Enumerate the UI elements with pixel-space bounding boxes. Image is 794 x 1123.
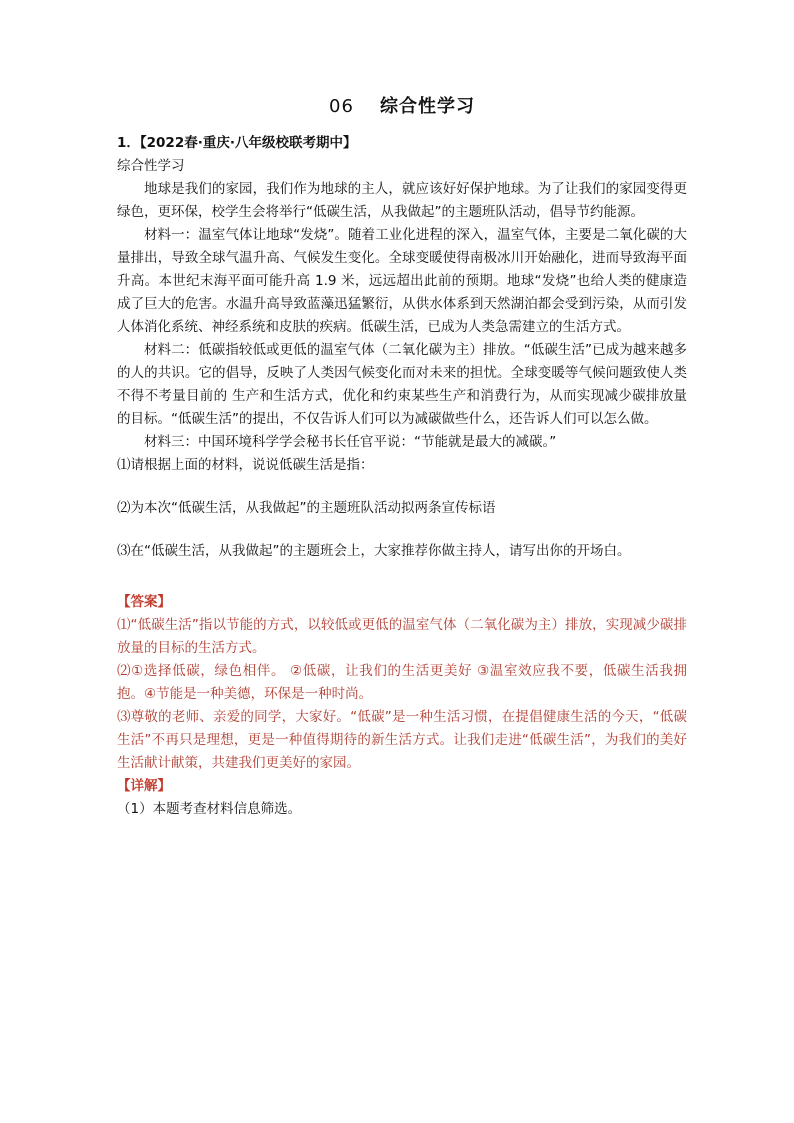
page-title — [117, 92, 687, 118]
question-header: 1．【2022春·重庆·八年级校联考期中】 — [117, 135, 357, 151]
material-three: 材料三：中国环境科学学会秘书长任官平说：“节能就是最大的减碳。” — [144, 434, 557, 450]
question-2: ⑵为本次“低碳生活，从我做起”的主题班队活动拟两条宣传标语 — [117, 500, 496, 516]
answer-3: ⑶尊敬的老师、亲爱的同学，大家好。“低碳”是一种生活习惯，在提倡健康生活的今天，“低碳生活”不再只是理想，更是一种值得期待的新生活方式。让我们走进“低碳生活”，为我们的美好生活献计献策，共建我们更美好的家园。 — [117, 709, 687, 771]
material-two: 材料二：低碳指较低或更低的温室气体（二氧化碳为主）排放。“低碳生活”已成为越来越多的人的共识。它的倡导，反映了人类因气候变化而对未来的担忧。全球变暖等气候问题致使人类不得不考量目前的 生产和生活方式，优化和约束某些生产和消费行为，从而实现减少碳排放量的目标。“低碳生活”的提出，不仅告诉人们可以为减碳做些什么，还告诉人们可以怎么做。 — [117, 342, 687, 427]
document-page — [117, 92, 687, 821]
answer-2: ⑵①选择低碳，绿色相伴。 ②低碳，让我们的生活更美好 ③温室效应我不要，低碳生活我拥抱。④节能是一种美德，环保是一种时尚。 — [117, 663, 687, 702]
question-1: ⑴请根据上面的材料，说说低碳生活是指： — [117, 457, 374, 473]
answer-space-2 — [117, 520, 687, 540]
answer-space-1 — [117, 477, 687, 497]
intro-paragraph: 地球是我们的家园，我们作为地球的主人，就应该好好保护地球。为了让我们的家园变得更绿色，更环保，校学生会将举行“低碳生活，从我做起”的主题班队活动，倡导节约能源。 — [117, 181, 687, 220]
detail-1: （1）本题考查材料信息筛选。 — [117, 801, 302, 817]
title-number: 06 — [329, 96, 354, 117]
material-one: 材料一：温室气体让地球“发烧”。随着工业化进程的深入，温室气体，主要是二氧化碳的大量排出，导致全球气温升高、气候发生变化。全球变暖使得南极冰川开始融化，进而导致海平面升高。本世纪末海平面可能升高 1.9 米，远远超出此前的预期。地球“发烧”也给人类的健康造成了巨大的危害。水温升高导致蓝藻迅猛繁衍，从供水体系到天然湖泊都会受到污染，从而引发人体消化系统、神经系统和皮肤的疾病。低碳生活，已成为人类急需建立的生活方式。 — [117, 227, 687, 335]
answer-1: ⑴“低碳生活”指以节能的方式，以较低或更低的温室气体（二氧化碳为主）排放，实现减少碳排放量的目标的生活方式。 — [117, 617, 687, 656]
detail-label: 【详解】 — [117, 778, 171, 794]
section-label: 综合性学习 — [117, 158, 185, 174]
answer-label: 【答案】 — [117, 594, 171, 610]
answer-space-3 — [117, 563, 687, 583]
question-3: ⑶在“低碳生活，从我做起”的主题班会上，大家推荐你做主持人，请写出你的开场白。 — [117, 543, 631, 559]
title-text: 综合性学习 — [379, 96, 475, 117]
